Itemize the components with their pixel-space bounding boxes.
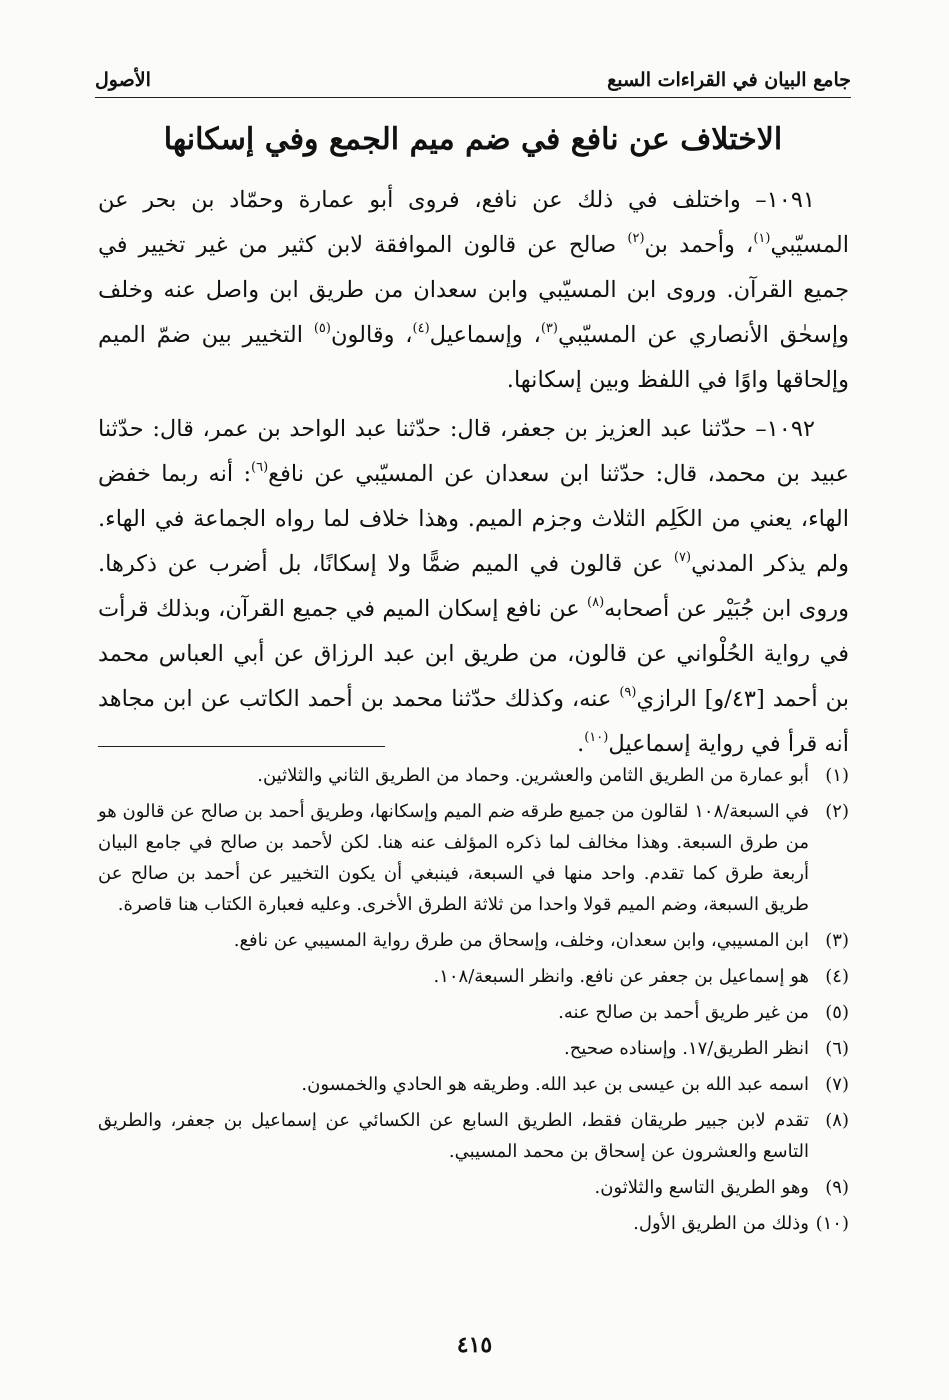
footnote-number: (٧) (825, 1074, 849, 1095)
footnote-number: (١٠) (815, 1213, 849, 1234)
footnote-8 (98, 1105, 849, 1167)
paragraph-1091: ١٠٩١– واختلف في ذلك عن نافع، فروى أبو عمارة وحمّاد بن بحر عن المسيّبي$^{(١)}$، وأحمد بن$^{(٢)}$ صالح عن قالون الموافقة لابن كثير من غير تخيير في جميع القرآن. وروى ابن المسيّبي وابن سعدان من طريق ابن واصل عنه وخلف وإسحٰق الأنصاري عن المسيّبي$^{(٣)}$، وإسماعيل$^{(٤)}$، وقالون$^{(٥)}$ التخيير بين ضمّ الميم وإلحاقها واوًا في اللفظ وبين إسكانها. (98, 187, 849, 393)
footnote-number: (٣) (825, 930, 849, 951)
footnote-text: اسمه عبد الله بن عيسى بن عبد الله. وطريقه هو الحادي والخمسون. (301, 1074, 809, 1095)
footnote-5 (98, 997, 849, 1028)
paragraph-1092: ١٠٩٢– حدّثنا عبد العزيز بن جعفر، قال: حدّثنا عبد الواحد بن عمر، قال: حدّثنا عبيد بن محمد، قال: حدّثنا ابن سعدان عن المسيّبي عن نافع$^{(٦)}$: أنه ربما خفض الهاء، يعني من الكَلِم الثلاث وجزم الميم. وهذا خلاف لما رواه الجماعة في الهاء. ولم يذكر المدني$^{(٧)}$ عن قالون في الميم ضمًّا ولا إسكانًا، بل أضرب عن ذكرها. وروى ابن جُبَيْر عن أصحابه$^{(٨)}$ عن نافع إسكان الميم في جميع القرآن، وبذلك قرأت في رواية الحُلْواني عن قالون، من طريق ابن عبد الرزاق عن أبي العباس محمد بن أحمد [٤٣/و] الرازي$^{(٩)}$ عنه، وكذلك حدّثنا محمد بن أحمد الكاتب عن ابن مجاهد أنه قرأ في رواية إسماعيل$^{(١٠)}$. (98, 416, 850, 757)
footnote-text: من غير طريق أحمد بن صالح عنه. (558, 1002, 809, 1023)
footnote-number: (٦) (825, 1038, 849, 1059)
running-header (95, 62, 851, 98)
footnote-text: تقدم لابن جبير طريقان فقط، الطريق السابع عن الكسائي عن إسماعيل بن جعفر، والطريق التاسع والعشرون عن إسحاق بن محمد المسيبي. (98, 1110, 809, 1162)
footnote-ref[interactable]: (٩) (619, 685, 637, 700)
footnote-text: انظر الطريق/١٧. وإسناده صحيح. (563, 1038, 809, 1059)
main-text (98, 178, 849, 771)
footnote-number: (٨) (825, 1110, 849, 1131)
footnote-ref[interactable]: (٣) (540, 321, 558, 336)
footnote-6 (98, 1033, 849, 1064)
footnote-2 (98, 796, 849, 920)
footnote-text: وهو الطريق التاسع والثلاثون. (594, 1177, 809, 1198)
footnote-ref[interactable]: (١٠) (584, 730, 609, 745)
footnote-number: (٩) (825, 1177, 849, 1198)
footnotes (98, 760, 849, 1244)
book-title: جامع البيان في القراءات السبع (607, 69, 851, 91)
section-title: الأصول (95, 69, 151, 91)
footnote-number: (١) (825, 765, 849, 786)
footnote-text: في السبعة/١٠٨ لقالون من جميع طرقه ضم الميم وإسكانها، وطريق أحمد بن صالح عن قالون هو من طرق السبعة. وهذا مخالف لما ذكره المؤلف عنه هنا. لكن لأحمد بن صالح في جامع البيان أربعة طرق كما تقدم. واحد منها في السبعة، فينبغي أن يكون التخيير عن أحمد بن صالح عن طريق السبعة، وضم الميم قولا واحدا من ثلاثة الطرق الأخرى. وعليه فعبارة الكتاب هنا قاصرة. (98, 801, 809, 915)
footnote-7 (98, 1069, 849, 1100)
footnote-text: أبو عمارة من الطريق الثامن والعشرين. وحماد من الطريق الثاني والثلاثين. (257, 765, 809, 786)
footnote-ref[interactable]: (٦) (251, 460, 269, 475)
footnote-10 (98, 1208, 849, 1239)
footnote-number: (٢) (825, 801, 849, 822)
footnote-text: هو إسماعيل بن جعفر عن نافع. وانظر السبعة/١٠٨. (433, 966, 809, 987)
footnote-ref[interactable]: (٤) (412, 321, 430, 336)
chapter-heading: الاختلاف عن نافع في ضم ميم الجمع وفي إسكانها (163, 122, 783, 157)
footnote-ref[interactable]: (١) (753, 231, 771, 246)
footnote-4 (98, 961, 849, 992)
footnote-text: ابن المسيبي، وابن سعدان، وخلف، وإسحاق من طرق رواية المسيبي عن نافع. (233, 930, 809, 951)
footnote-3 (98, 925, 849, 956)
footnote-1 (98, 760, 849, 791)
footnote-ref[interactable]: (٧) (673, 550, 692, 565)
footnote-ref[interactable]: (٢) (627, 231, 645, 246)
page-number: ٤١٥ (456, 1332, 493, 1358)
footnote-ref[interactable]: (٨) (587, 595, 605, 610)
footnote-number: (٤) (825, 966, 849, 987)
footnote-number: (٥) (825, 1002, 849, 1023)
footnote-ref[interactable]: (٥) (313, 321, 331, 336)
footnote-text: وذلك من الطريق الأول. (633, 1213, 809, 1234)
footnote-divider (98, 746, 385, 747)
footnote-9 (98, 1172, 849, 1203)
